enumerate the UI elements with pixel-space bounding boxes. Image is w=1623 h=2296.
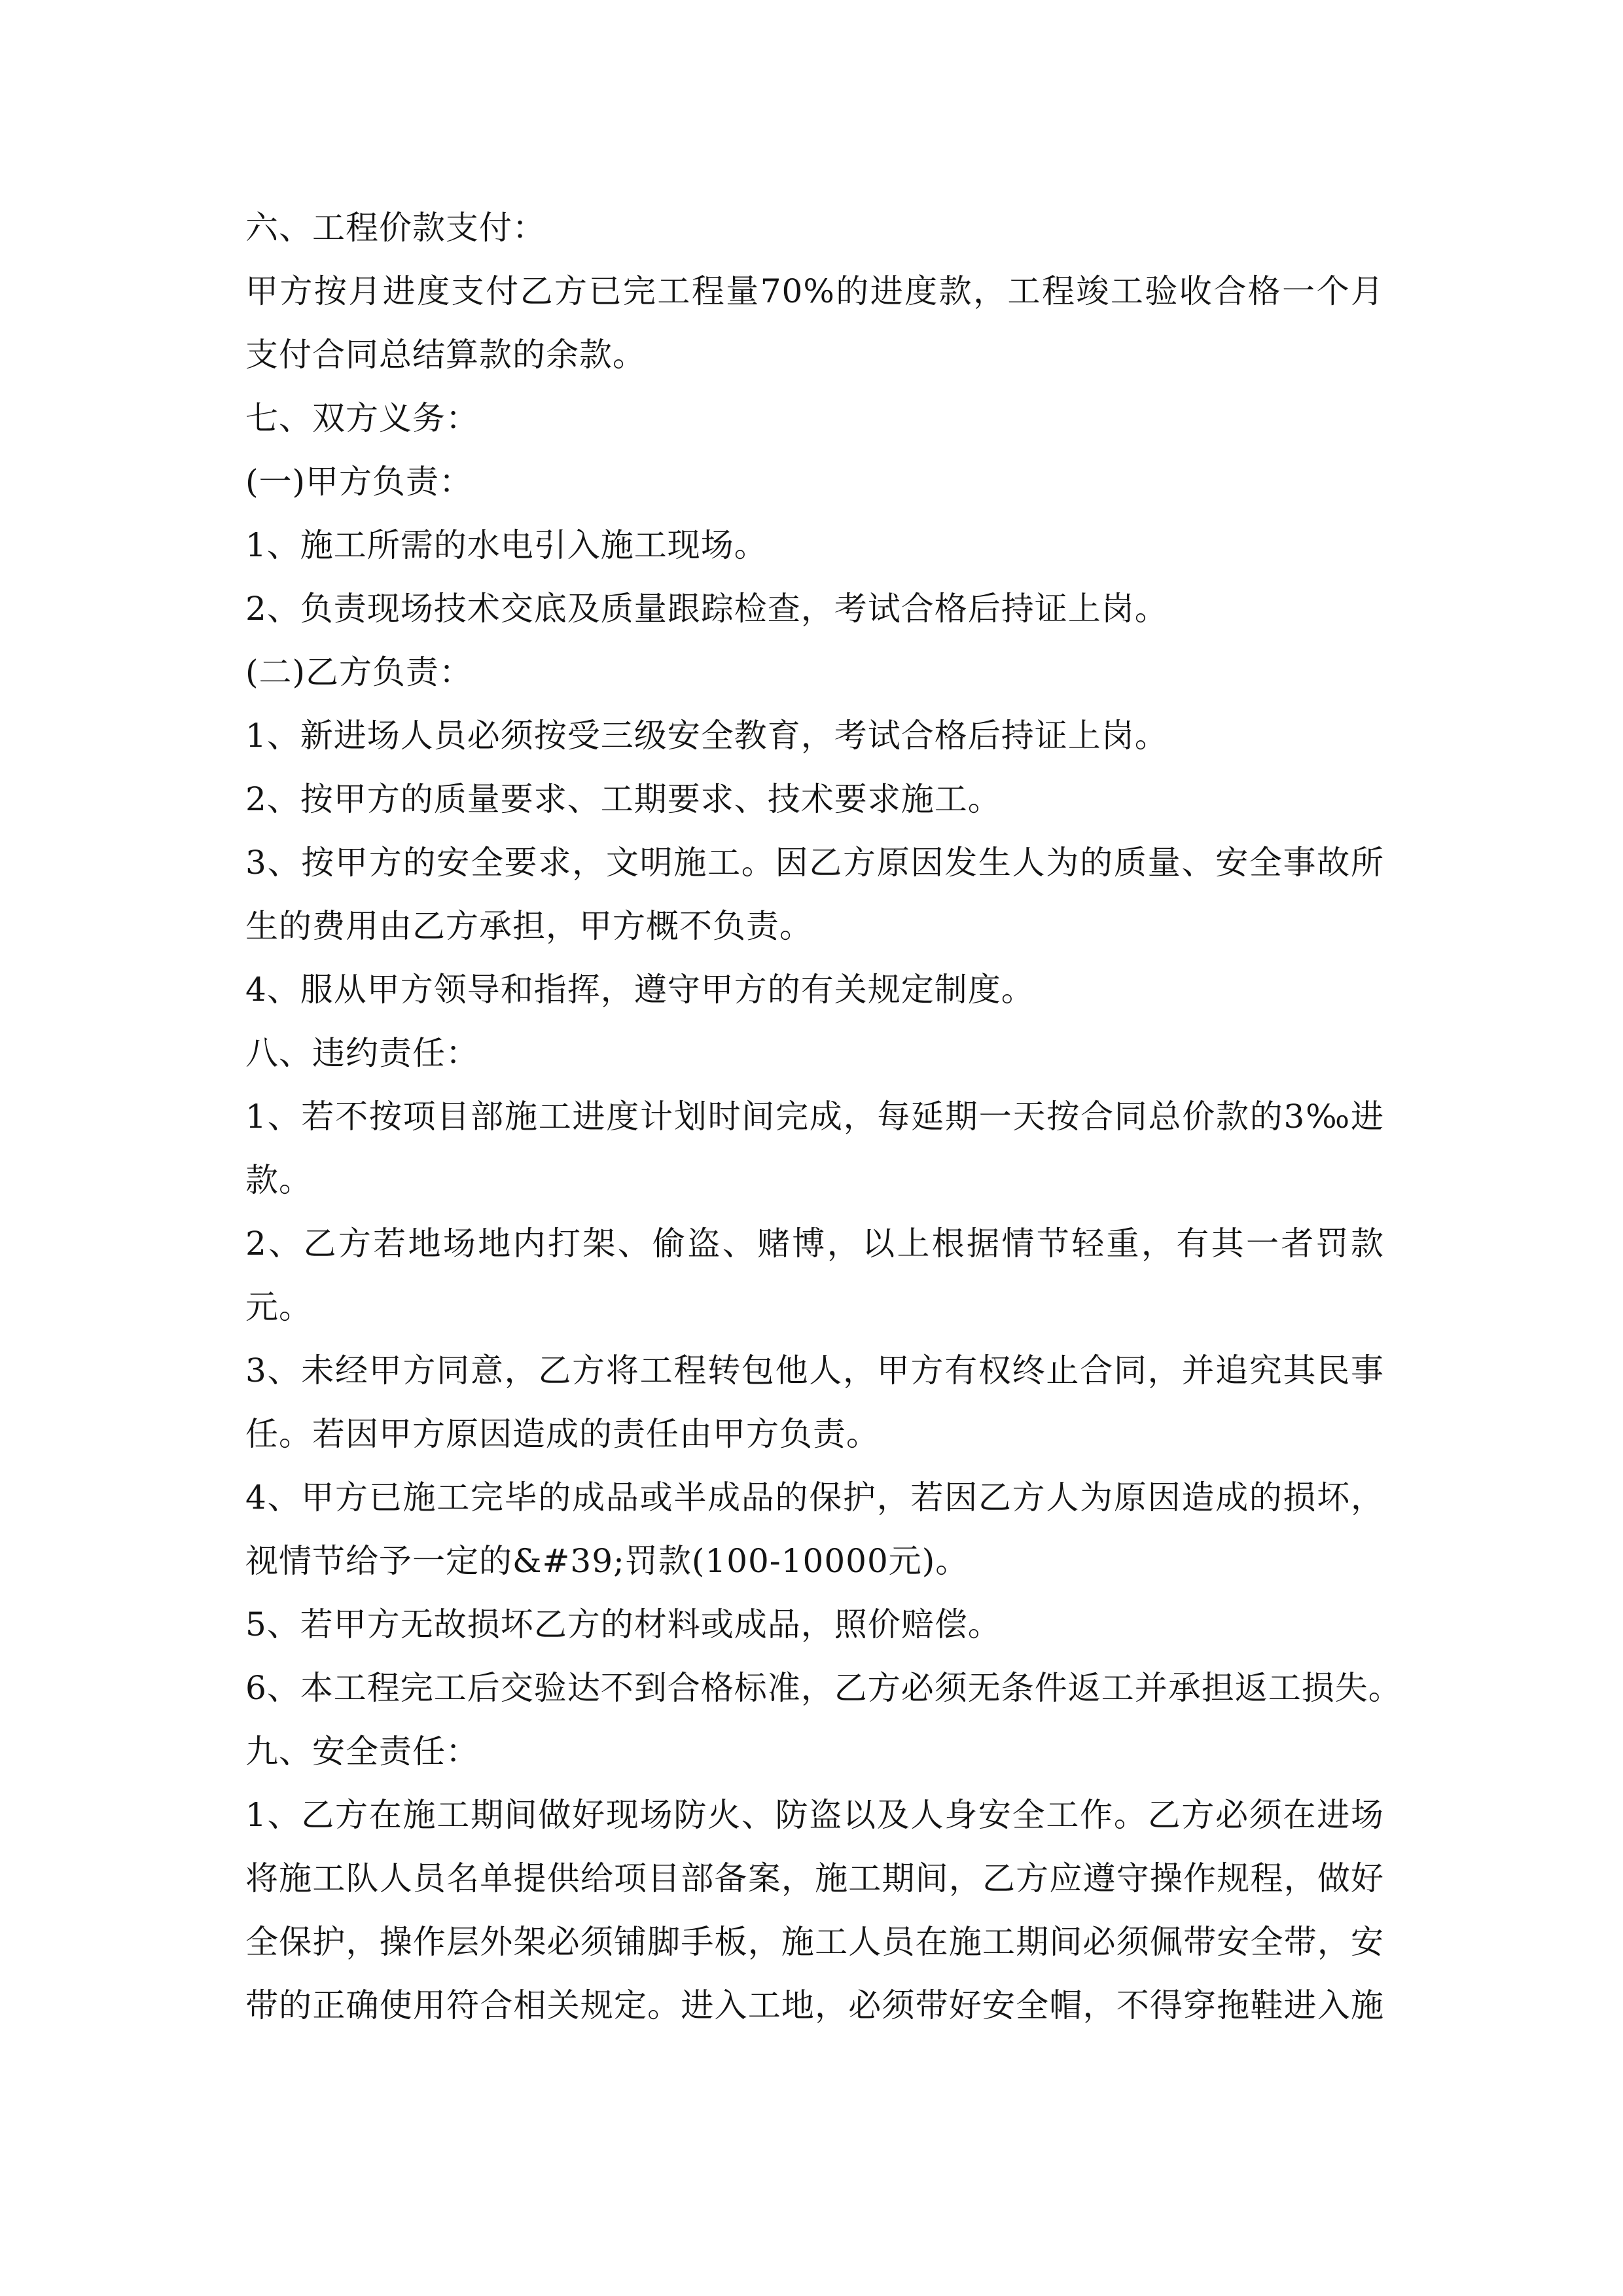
section-heading-9: 九、安全责任： [245,1732,479,1770]
paragraph-line: 支付合同总结算款的余款。 [245,336,646,374]
paragraph-line: 元。 [245,1288,312,1326]
list-item: 4、甲方已施工完毕的成品或半成品的保护，若因乙方人为原因造成的损坏， [245,1479,1384,1516]
list-item: 3、按甲方的安全要求，文明施工。因乙方原因发生人为的质量、安全事故所 [245,844,1384,882]
list-item: 2、负责现场技术交底及质量跟踪检查，考试合格后持证上岗。 [245,590,1168,628]
list-item: 2、乙方若地场地内打架、偷盗、赌博，以上根据情节轻重，有其一者罚款 [245,1225,1384,1263]
list-item: 1、若不按项目部施工进度计划时间完成，每延期一天按合同总价款的3‰进 [245,1098,1384,1136]
list-item: 1、乙方在施工期间做好现场防火、防盗以及人身安全工作。乙方必须在进场 [245,1796,1384,1834]
list-item: 4、服从甲方领导和指挥，遵守甲方的有关规定制度。 [245,971,1035,1009]
section-heading-6: 六、工程价款支付： [245,209,546,247]
list-item: 1、新进场人员必须按受三级安全教育，考试合格后持证上岗。 [245,717,1168,755]
list-item: 1、施工所需的水电引入施工现场。 [245,526,768,564]
paragraph-line: 生的费用由乙方承担，甲方概不负责。 [245,907,813,945]
subsection-heading: (二)乙方负责： [245,653,473,691]
section-heading-7: 七、双方义务： [245,399,479,437]
list-item: 6、本工程完工后交验达不到合格标准，乙方必须无条件返工并承担返工损失。 [245,1669,1402,1707]
paragraph-line: 任。若因甲方原因造成的责任由甲方负责。 [245,1415,880,1453]
section-heading-8: 八、违约责任： [245,1034,479,1072]
paragraph-line: 款。 [245,1161,312,1199]
paragraph-line: 甲方按月进度支付乙方已完工程量70%的进度款，工程竣工验收合格一个月 [245,272,1384,310]
list-item: 2、按甲方的质量要求、工期要求、技术要求施工。 [245,780,1001,818]
paragraph-line: 视情节给予一定的&#39;罚款(100-10000元)。 [245,1542,969,1580]
document-body [245,196,1402,2037]
list-item: 3、未经甲方同意，乙方将工程转包他人，甲方有权终止合同，并追究其民事 [245,1352,1384,1390]
subsection-heading: (一)甲方负责： [245,463,473,501]
paragraph-line: 将施工队人员名单提供给项目部备案，施工期间，乙方应遵守操作规程，做好 [245,1859,1384,1897]
paragraph-line: 全保护，操作层外架必须铺脚手板，施工人员在施工期间必须佩带安全带，安 [245,1923,1384,1961]
paragraph-line: 带的正确使用符合相关规定。进入工地，必须带好安全帽，不得穿拖鞋进入施 [245,1986,1384,2024]
list-item: 5、若甲方无故损坏乙方的材料或成品，照价赔偿。 [245,1605,1001,1643]
